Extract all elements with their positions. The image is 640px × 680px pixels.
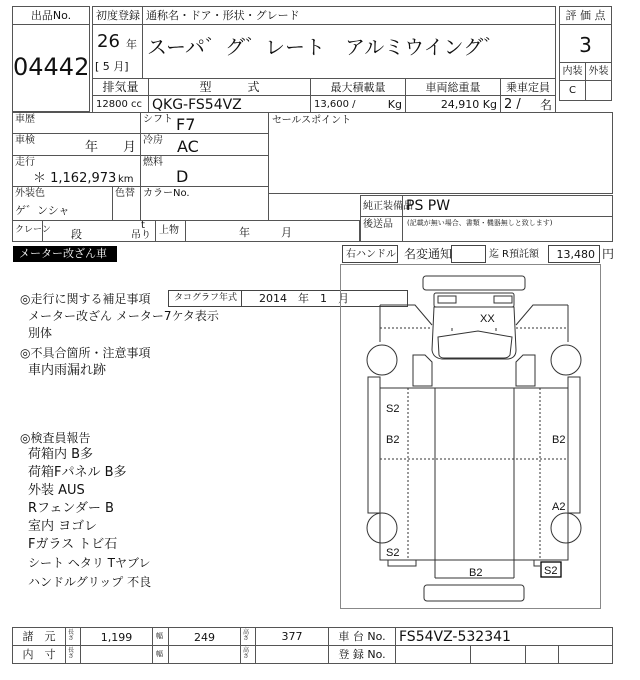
spec-label-cell bbox=[12, 627, 66, 646]
lot-number: 04442 bbox=[13, 53, 90, 81]
reg-value-cell bbox=[470, 645, 526, 664]
rear-bumper bbox=[424, 585, 524, 601]
damage-mark: XX bbox=[480, 313, 495, 325]
later-label: 後送品 bbox=[363, 219, 393, 230]
crane-ton-unit: t bbox=[141, 220, 145, 231]
wheel-front-right bbox=[551, 345, 581, 375]
headlight-right bbox=[494, 296, 512, 303]
upper-year-unit: 年 bbox=[239, 226, 250, 239]
aircon-cell bbox=[140, 133, 269, 156]
yen-label: 円 bbox=[602, 247, 615, 261]
damage-mark: S2 bbox=[544, 565, 558, 577]
later-value-cell bbox=[402, 216, 613, 242]
inner-length-label: 長さ bbox=[68, 647, 75, 660]
wheel-rear-right bbox=[551, 513, 581, 543]
inner-height-value-cell bbox=[255, 645, 329, 664]
damage-mark: B2 bbox=[386, 434, 400, 446]
inner-length-value-cell bbox=[80, 645, 153, 664]
color-cell bbox=[12, 186, 113, 221]
height-label-cell bbox=[240, 627, 256, 646]
inspector-line: 外装 AUS bbox=[28, 483, 85, 498]
inner-width-label: 幅 bbox=[156, 650, 163, 658]
inner-height-label: 高さ bbox=[243, 647, 250, 660]
model-value-cell bbox=[148, 95, 311, 113]
inspector-line: 荷箱内 B多 bbox=[28, 447, 94, 462]
crane-stage-unit: 段 bbox=[71, 228, 82, 241]
deposit-box bbox=[548, 245, 600, 263]
inner-width-value-cell bbox=[168, 645, 241, 664]
length-label-cell bbox=[65, 627, 81, 646]
lot-label-cell bbox=[12, 6, 90, 25]
displacement-value-cell bbox=[92, 95, 149, 113]
exterior-label-cell bbox=[585, 62, 612, 81]
damage-mark: S2 bbox=[386, 403, 400, 415]
crane-value-cell bbox=[42, 220, 156, 242]
registration-value-cell bbox=[92, 24, 143, 79]
side-guard-left bbox=[368, 377, 380, 513]
lot-number-cell bbox=[12, 24, 90, 112]
fuel-label: 燃料 bbox=[143, 157, 163, 168]
color-label: 外装色 bbox=[15, 188, 45, 199]
length-value: 1,199 bbox=[100, 631, 133, 644]
upper-value-cell bbox=[185, 220, 360, 242]
crane-label: クレーン bbox=[15, 225, 51, 235]
inner-length-label-cell bbox=[65, 645, 81, 664]
inspection-label: 車検 bbox=[15, 135, 35, 146]
meter-tampered-badge bbox=[13, 246, 117, 262]
cargo-roof-panel bbox=[435, 388, 514, 578]
score-label-cell bbox=[559, 6, 612, 25]
chassis-label-cell bbox=[328, 627, 396, 646]
truck-outline-drawing bbox=[341, 265, 600, 608]
inspection-year-unit: 年 bbox=[85, 140, 99, 155]
capacity-label-cell bbox=[500, 78, 556, 96]
deposit-value: 13,480 bbox=[556, 248, 595, 261]
reg-value-cell bbox=[525, 645, 559, 664]
exterior-score-cell bbox=[585, 80, 612, 101]
shift-cell bbox=[140, 112, 269, 134]
name-label: 通称名・ドア・形状・グレード bbox=[146, 9, 300, 22]
headlight-left bbox=[438, 296, 456, 303]
tachograph-label-cell bbox=[169, 291, 242, 306]
interior-score-cell bbox=[559, 80, 586, 101]
chassis-label: 車 台 No. bbox=[338, 630, 386, 643]
height-value-cell bbox=[255, 627, 329, 646]
displacement-label-cell bbox=[92, 78, 149, 96]
inner-label-cell bbox=[12, 645, 66, 664]
history-cell bbox=[12, 112, 141, 134]
score-value: 3 bbox=[579, 33, 592, 57]
color-value: ゲ゛ンシャ bbox=[15, 204, 70, 217]
aircon-value: AC bbox=[177, 137, 199, 156]
right-handle-label: 右ハンドル bbox=[346, 249, 396, 260]
mileage-value: ＊ 1,162,973 bbox=[33, 171, 117, 186]
rear-step-right bbox=[534, 560, 540, 566]
inspector-line: 室内 ヨゴレ bbox=[28, 519, 98, 534]
pillar-marks bbox=[452, 328, 496, 331]
inspector-line: ハンドルグリップ 不良 bbox=[28, 575, 152, 589]
aircon-label: 冷房 bbox=[143, 135, 163, 146]
model-label-cell bbox=[148, 78, 311, 96]
gross-weight-value-cell bbox=[405, 95, 501, 113]
sales-point-label: セールスポイント bbox=[272, 115, 352, 126]
cab-roof bbox=[432, 307, 516, 359]
chassis-value-cell bbox=[395, 627, 613, 646]
capacity-value-cell bbox=[500, 95, 556, 113]
score-value-cell bbox=[559, 24, 612, 63]
upper-month-unit: 月 bbox=[281, 226, 292, 239]
right-handle-box bbox=[342, 245, 398, 263]
cab-edges bbox=[380, 305, 568, 342]
shift-label: シフト bbox=[143, 114, 173, 125]
panel-divider-lines bbox=[380, 388, 568, 560]
name-change-box bbox=[451, 245, 486, 263]
height-label: 高さ bbox=[243, 629, 250, 642]
interior-label: 内装 bbox=[562, 66, 583, 77]
reg-label-cell bbox=[328, 645, 396, 664]
width-value: 249 bbox=[194, 631, 215, 644]
tachograph-value: 2014 年 1 月 bbox=[259, 292, 349, 305]
running-note-line: メーター改ざん メーター7ケタ表示 bbox=[28, 309, 219, 323]
registration-label-cell bbox=[92, 6, 143, 25]
model-value: QKG-FS54VZ bbox=[152, 97, 242, 113]
mileage-label: 走行 bbox=[15, 157, 35, 168]
interior-label-cell bbox=[559, 62, 586, 81]
spacer-cell bbox=[268, 193, 361, 221]
reg-value-cell bbox=[558, 645, 613, 664]
until-label: 迄 bbox=[489, 249, 499, 260]
registration-year: 26 bbox=[97, 31, 120, 52]
cab-sides bbox=[380, 305, 568, 325]
reg-label: 登 録 No. bbox=[338, 648, 386, 661]
damage-mark: B2 bbox=[469, 567, 483, 579]
max-load-label-cell bbox=[310, 78, 406, 96]
equipment-value-cell bbox=[402, 195, 613, 217]
width-label-cell bbox=[152, 627, 169, 646]
chassis-value: FS54VZ-532341 bbox=[399, 629, 511, 645]
damage-mark: S2 bbox=[386, 547, 400, 559]
equipment-value: PS PW bbox=[406, 198, 451, 214]
registration-label: 初度登録 bbox=[96, 9, 140, 22]
damage-mark: B2 bbox=[552, 434, 566, 446]
mileage-unit: km bbox=[118, 174, 134, 185]
inspector-line: 荷箱Fパネル B多 bbox=[28, 465, 127, 480]
shift-value: F7 bbox=[176, 115, 196, 134]
wheel-rear-left bbox=[367, 513, 397, 543]
history-label: 車歴 bbox=[15, 114, 35, 125]
inspection-cell bbox=[12, 133, 141, 156]
grille bbox=[434, 293, 514, 307]
mileage-cell bbox=[12, 155, 141, 187]
equipment-label-cell bbox=[360, 195, 413, 217]
name-change-label: 名変通知 bbox=[404, 247, 453, 261]
lot-label: 出品No. bbox=[30, 9, 72, 22]
score-label: 評 価 点 bbox=[565, 9, 606, 22]
windshield bbox=[438, 331, 512, 358]
door-mirror-right bbox=[516, 355, 535, 386]
vehicle-name: スーパ゛グ゛レート アルミウイング゛ bbox=[147, 35, 504, 59]
spec-label: 諸 元 bbox=[22, 630, 56, 643]
vehicle-diagram bbox=[340, 264, 601, 609]
inspector-line: Rフェンダー B bbox=[28, 501, 114, 516]
upper-label-cell bbox=[155, 220, 186, 242]
gross-weight-value: 24,910 Kg bbox=[440, 98, 497, 111]
running-notes-title: ◎走行に関する補足事項 bbox=[20, 292, 151, 306]
name-value-cell bbox=[142, 24, 556, 79]
later-label-cell bbox=[360, 216, 403, 242]
front-bumper bbox=[423, 276, 525, 290]
registration-month: [ 5 月] bbox=[95, 60, 129, 73]
door-mirror-left bbox=[413, 355, 432, 386]
inspector-title: ◎検査員報告 bbox=[20, 431, 91, 445]
side-guard-right bbox=[568, 377, 580, 513]
reg-value-cell bbox=[395, 645, 471, 664]
wheel-front-left bbox=[367, 345, 397, 375]
max-load-label: 最大積載量 bbox=[330, 81, 386, 94]
fuel-value: D bbox=[176, 167, 189, 186]
inspection-month-unit: 月 bbox=[123, 140, 137, 155]
capacity-value: 2 / bbox=[504, 97, 521, 112]
model-label: 型 式 bbox=[199, 80, 260, 94]
max-load-value-cell bbox=[310, 95, 406, 113]
running-note-line: 別体 bbox=[28, 326, 53, 340]
inspector-line: Fガラス トビ石 bbox=[28, 537, 118, 552]
height-value: 377 bbox=[281, 630, 303, 643]
equipment-label: 純正装備品 bbox=[363, 201, 413, 212]
damage-mark: A2 bbox=[552, 501, 566, 513]
sales-point-cell bbox=[268, 112, 613, 194]
displacement-label: 排気量 bbox=[102, 80, 139, 94]
rear-step-left bbox=[388, 560, 416, 566]
gross-weight-label: 車両総重量 bbox=[425, 81, 481, 94]
color-no-label: カラーNo. bbox=[143, 188, 190, 199]
defect-line: 車内雨漏れ跡 bbox=[28, 363, 107, 378]
width-label: 幅 bbox=[156, 632, 163, 640]
capacity-label: 乗車定員 bbox=[506, 81, 550, 94]
exterior-label: 外装 bbox=[588, 66, 609, 77]
max-load-value: 13,600 / bbox=[314, 99, 356, 110]
length-value-cell bbox=[80, 627, 153, 646]
inner-width-label-cell bbox=[152, 645, 169, 664]
inspector-line: シート ヘタリ Tヤブレ bbox=[28, 556, 151, 570]
name-label-cell bbox=[142, 6, 556, 25]
deposit-label: R預託額 bbox=[502, 249, 539, 260]
inner-height-label-cell bbox=[240, 645, 256, 664]
fuel-cell bbox=[140, 155, 269, 187]
color-no-cell bbox=[140, 186, 269, 221]
crane-lift-unit: 吊り bbox=[131, 230, 151, 241]
max-load-unit: Kg bbox=[387, 98, 402, 111]
color-change-label: 色替 bbox=[115, 188, 135, 199]
length-label: 長さ bbox=[68, 629, 75, 642]
defects-title: ◎不具合箇所・注意事項 bbox=[20, 346, 151, 360]
color-change-cell bbox=[112, 186, 141, 221]
gross-weight-label-cell bbox=[405, 78, 501, 96]
capacity-unit: 名 bbox=[539, 98, 552, 112]
later-note: (記載が無い場合、書類・機器無しと致します) bbox=[407, 219, 553, 227]
tachograph-label: タコグラフ年式 bbox=[174, 293, 238, 303]
registration-year-unit: 年 bbox=[126, 38, 137, 51]
width-value-cell bbox=[168, 627, 241, 646]
interior-score: C bbox=[569, 85, 576, 96]
upper-label: 上物 bbox=[159, 225, 179, 236]
inner-label: 内 寸 bbox=[22, 648, 56, 661]
crane-label-cell bbox=[12, 220, 51, 242]
displacement-value: 12800 cc bbox=[96, 99, 142, 110]
meter-tampered-label: メーター改ざん車 bbox=[19, 247, 107, 260]
